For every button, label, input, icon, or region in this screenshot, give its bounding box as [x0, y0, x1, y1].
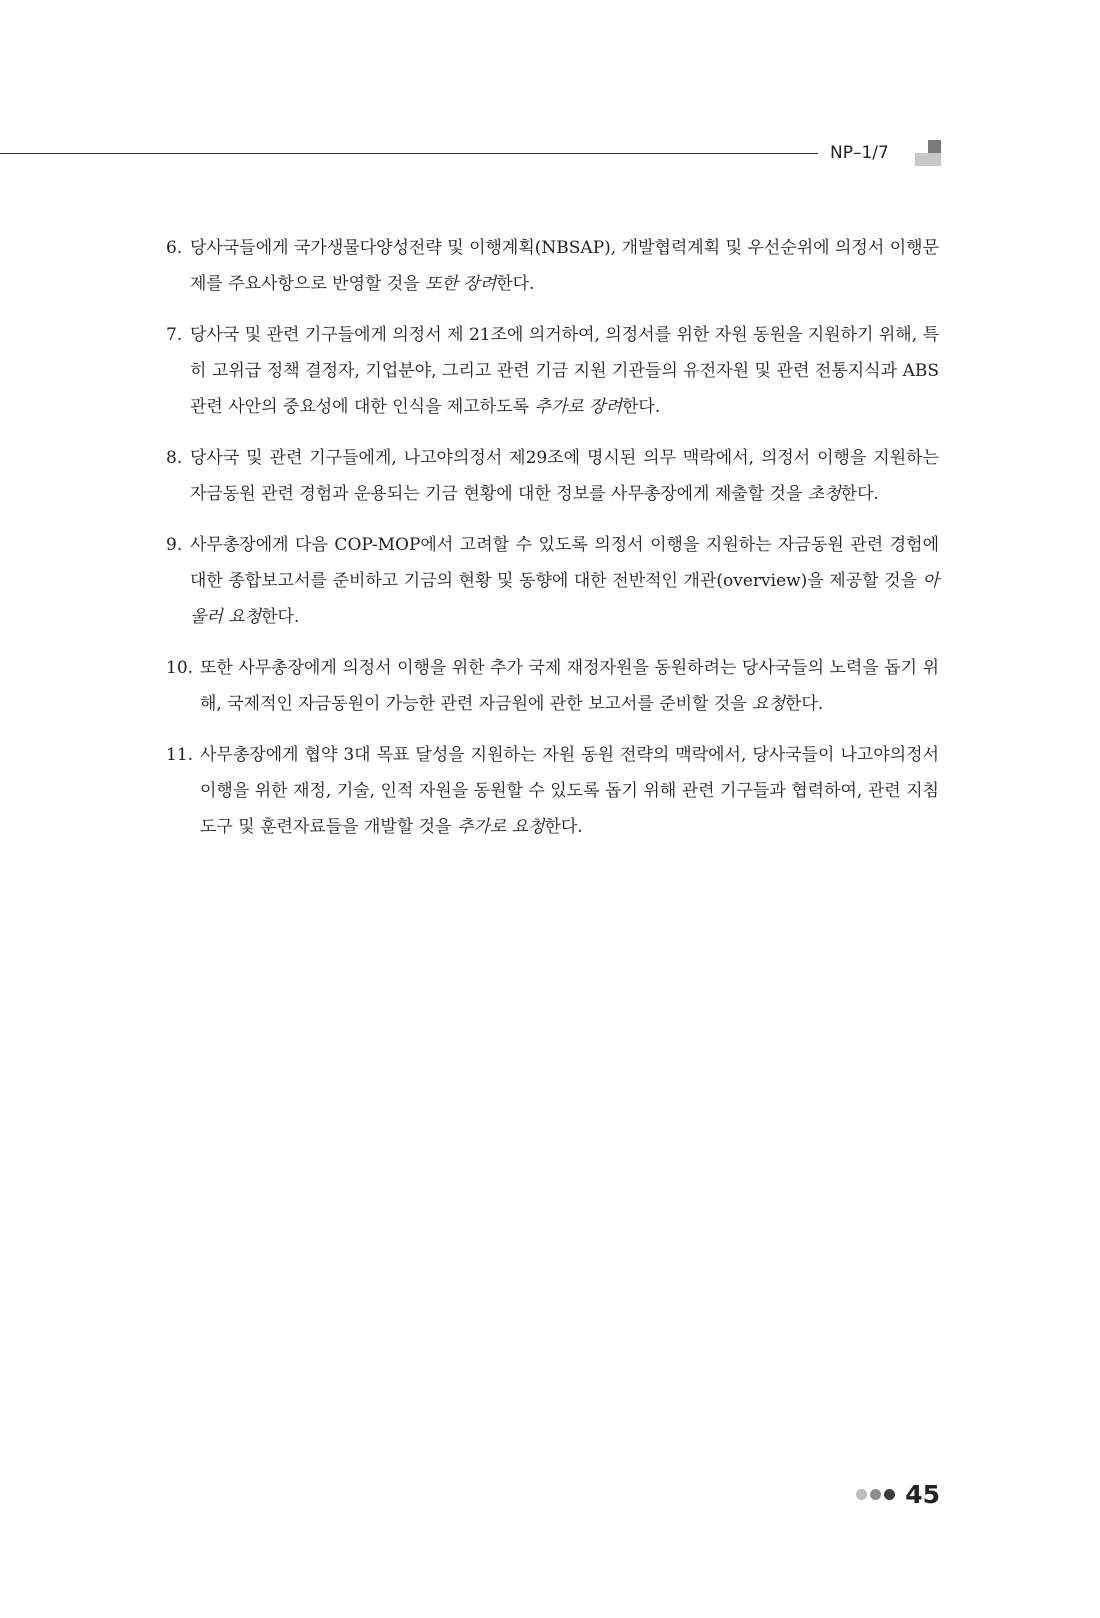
item-text: 또한 사무총장에게 의정서 이행을 위한 추가 국제 재정자원을 동원하려는 당사국들의 노력을 돕기 위해, 국제적인 자금동원이 가능한 관련 자금원에 관한 보고서를 준비할 것을 요청한다.: [200, 658, 939, 714]
document-body: [166, 230, 939, 860]
item-number: 8.: [166, 448, 183, 468]
header-code: NP–1/7: [830, 143, 889, 163]
item-emphasis: 초청: [807, 484, 841, 504]
item-emphasis: 또한 장려: [425, 274, 497, 294]
item-text: 사무총장에게 협약 3대 목표 달성을 지원하는 자원 동원 전략의 맥락에서, 당사국들이 나고야의정서 이행을 위한 재정, 기술, 인적 자원을 동원할 수 있도록 돕기 위해 관련 기구들과 협력하여, 관련 지침 도구 및 훈련자료들을 개발할 것을 추가로 요청한다.: [200, 745, 939, 837]
item-emphasis: 요청: [752, 694, 785, 714]
list-item: [166, 650, 939, 722]
item-text: 당사국 및 관련 기구들에게, 나고야의정서 제29조에 명시된 의무 맥락에서, 의정서 이행을 지원하는 자금동원 관련 경험과 운용되는 기금 현황에 대한 정보를 사무총장에게 제출할 것을 초청한다.: [190, 448, 939, 504]
list-item: [166, 440, 939, 512]
item-number: 11.: [166, 745, 194, 765]
list-item: [166, 527, 939, 635]
item-text: 당사국 및 관련 기구들에게 의정서 제 21조에 의거하여, 의정서를 위한 자원 동원을 지원하기 위해, 특히 고위급 정책 결정자, 기업분야, 그리고 관련 기금 지원 기관들의 유전자원 및 관련 전통지식과 ABS 관련 사안의 중요성에 대한 인식을 제고하도록 추가로 장려한다.: [190, 325, 939, 417]
item-emphasis: 추가로 장려: [534, 397, 622, 417]
dots-icon: [856, 1489, 895, 1500]
list-item: [166, 317, 939, 425]
list-item: [166, 230, 939, 302]
item-emphasis: 추가로 요청: [456, 817, 545, 837]
header-mark-icon: [915, 140, 941, 166]
item-number: 7.: [166, 325, 183, 345]
list-item: [166, 737, 939, 845]
item-number: 9.: [166, 535, 183, 555]
item-text: 당사국들에게 국가생물다양성전략 및 이행계획(NBSAP), 개발협력계획 및 우선순위에 의정서 이행문제를 주요사항으로 반영할 것을 또한 장려한다.: [190, 238, 939, 294]
item-emphasis: 아울러 요청: [190, 571, 939, 627]
header-rule: [0, 153, 818, 154]
page-number: 45: [905, 1480, 940, 1509]
page-footer: [856, 1480, 940, 1509]
item-number: 10.: [166, 658, 194, 678]
item-number: 6.: [166, 238, 183, 258]
item-text: 사무총장에게 다음 COP-MOP에서 고려할 수 있도록 의정서 이행을 지원하는 자금동원 관련 경험에 대한 종합보고서를 준비하고 기금의 현황 및 동향에 대한 전반적인 개관(overview)을 제공할 것을 아울러 요청한다.: [190, 535, 939, 627]
